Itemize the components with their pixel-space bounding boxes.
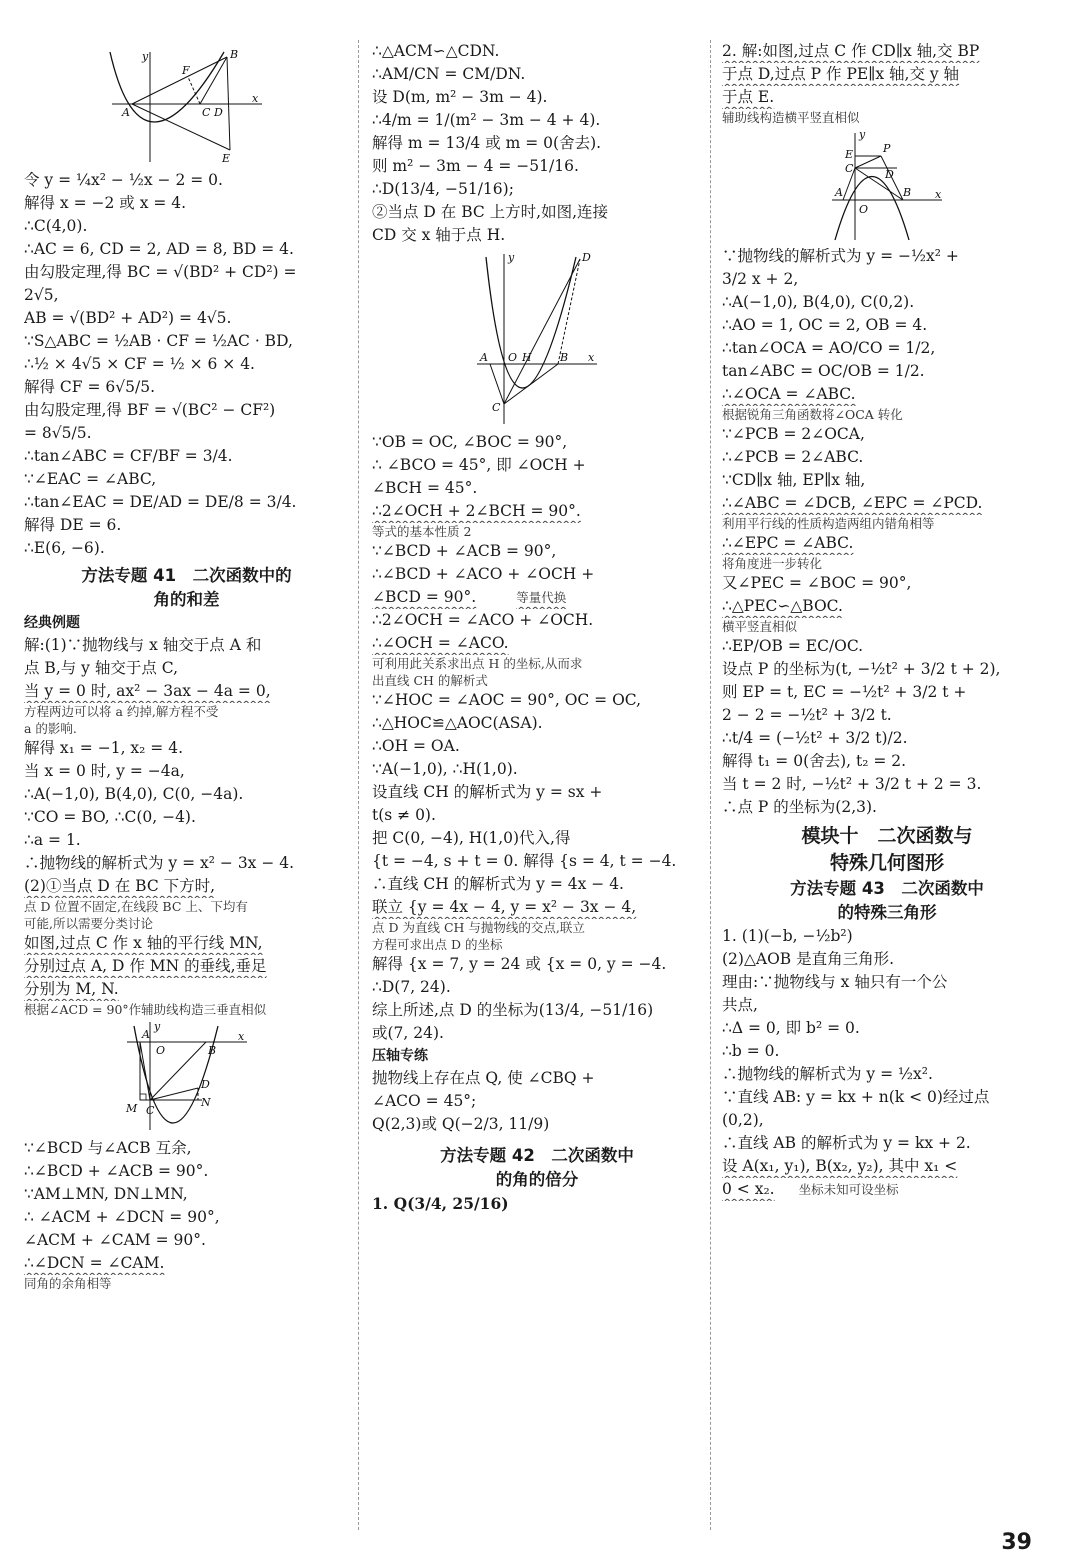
text-line: 则 EP = t, EC = −½t² + 3/2 t + xyxy=(722,683,967,701)
text-line: 共点, xyxy=(722,996,758,1014)
annotation-note: 根据∠ACD = 90°作辅助线构造三垂直相似 xyxy=(24,1002,267,1017)
text-line: ∴抛物线的解析式为 y = ½x². xyxy=(722,1065,933,1083)
text-line: ∴∠ABC = ∠DCB, ∠EPC = ∠PCD. xyxy=(722,494,983,512)
fig4-label: x xyxy=(935,188,942,201)
column-divider-1 xyxy=(358,40,359,1530)
annotation-note: a 的影响. xyxy=(24,721,77,736)
fig2-label: N xyxy=(200,1096,211,1109)
text-line: AB = √(BD² + AD²) = 4√5. xyxy=(24,309,232,327)
text-span: ∠BCD = 90°. xyxy=(372,588,477,606)
section-heading-43 xyxy=(722,877,1052,925)
figure-three-perpendicular xyxy=(122,1020,252,1135)
fig1-label: D xyxy=(213,106,223,119)
text-line: ∴AC = 6, CD = 2, AD = 8, BD = 4. xyxy=(24,240,294,258)
heading-line: 的特殊三角形 xyxy=(837,903,937,922)
text-line: 于点 E. xyxy=(722,88,775,106)
annotation-note: 根据锐角三角函数将∠OCA 转化 xyxy=(722,407,903,422)
text-line: 2√5, xyxy=(24,286,59,304)
text-line: 当 y = 0 时, ax² − 3ax − 4a = 0, xyxy=(24,682,271,700)
text-line: 解得 t₁ = 0(舍去), t₂ = 2. xyxy=(722,752,907,770)
text-line: 解:(1)∵抛物线与 x 轴交于点 A 和 xyxy=(24,636,262,654)
annotation-note: 横平竖直相似 xyxy=(722,619,798,634)
fig1-label: C xyxy=(201,106,210,119)
fig3-label: y xyxy=(508,251,515,264)
text-line: 解得 x₁ = −1, x₂ = 4. xyxy=(24,739,184,757)
heading-line: 方法专题 42 二次函数中 xyxy=(440,1146,634,1165)
fig4-label: C xyxy=(845,162,854,175)
fig2-label: y xyxy=(153,1020,160,1033)
text-line: t(s ≠ 0). xyxy=(372,806,436,824)
text-line: ∵∠BCD 与∠ACB 互余, xyxy=(24,1139,192,1157)
text-line: 把 C(0, −4), H(1,0)代入,得 xyxy=(372,829,571,847)
fig1-label: A xyxy=(121,106,130,119)
text-line: 抛物线上存在点 Q, 使 ∠CBQ + xyxy=(372,1069,595,1087)
fig4-label: D xyxy=(885,168,894,181)
fig2-label: M xyxy=(125,1102,137,1115)
annotation-note: 可利用此关系求出点 H 的坐标,从而求 xyxy=(372,656,583,671)
text-line: ∴D(7, 24). xyxy=(372,978,451,996)
text-line: 设 D(m, m² − 3m − 4). xyxy=(372,88,548,106)
annotation-note: 方程两边可以将 a 约掉,解方程不受 xyxy=(24,704,219,719)
fig4-label: y xyxy=(859,128,866,141)
fig3-label: O xyxy=(508,351,518,364)
fig3-label: x xyxy=(588,351,595,364)
module-heading xyxy=(722,823,1052,877)
text-line: ∴点 P 的坐标为(2,3). xyxy=(722,798,877,816)
text-line: ∴OH = OA. xyxy=(372,737,460,755)
text-line: tan∠ABC = OC/OB = 1/2. xyxy=(722,362,925,380)
text-line: 2. 解:如图,过点 C 作 CD∥x 轴,交 BP xyxy=(722,42,980,60)
figure-parabola-pe-cd xyxy=(827,128,947,243)
fig1-label: x xyxy=(251,92,258,105)
text-line: ∴AM/CN = CM/DN. xyxy=(372,65,526,83)
text-line: ∵OB = OC, ∠BOC = 90°, xyxy=(372,433,568,451)
text-line: ∴∠PCB = 2∠ABC. xyxy=(722,448,864,466)
text-line: ∴直线 CH 的解析式为 y = 4x − 4. xyxy=(372,875,624,893)
text-line: ∴ ∠BCO = 45°, 即 ∠OCH + xyxy=(372,456,586,474)
text-line: 分别过点 A, D 作 MN 的垂线,垂足 xyxy=(24,957,267,975)
text-line: 如图,过点 C 作 x 轴的平行线 MN, xyxy=(24,934,263,952)
text-line: Q(2,3)或 Q(−2/3, 11/9) xyxy=(372,1115,550,1133)
text-line: ∴△HOC≌△AOC(ASA). xyxy=(372,714,543,732)
text-line: ∴∠BCD + ∠ACO + ∠OCH + xyxy=(372,565,595,583)
text-line xyxy=(372,586,702,609)
text-line: 设点 P 的坐标为(t, −½t² + 3/2 t + 2), xyxy=(722,660,1001,678)
annotation-note: 点 D 为直线 CH 与抛物线的交点,联立 xyxy=(372,920,585,935)
text-line: ∴直线 AB 的解析式为 y = kx + 2. xyxy=(722,1134,971,1152)
fig1-label: y xyxy=(141,50,148,63)
figure-parabola-line-ch xyxy=(472,249,602,429)
text-line: ∴△PEC∽△BOC. xyxy=(722,597,843,615)
text-line: ∠ACO = 45°; xyxy=(372,1092,477,1110)
text-line: 理由:∵抛物线与 x 轴只有一个公 xyxy=(722,973,948,991)
text-line: ∴2∠OCH = ∠ACO + ∠OCH. xyxy=(372,611,594,629)
fig3-label: C xyxy=(492,401,501,414)
section-heading-42 xyxy=(372,1144,702,1192)
text-line: (2)△AOB 是直角三角形. xyxy=(722,950,895,968)
example-label: 经典例题 xyxy=(24,615,80,631)
text-line: ∵抛物线的解析式为 y = −½x² + xyxy=(722,247,959,265)
text-line: 则 m² − 3m − 4 = −51/16. xyxy=(372,157,579,175)
text-line: {t = −4, s + t = 0. 解得 {s = 4, t = −4. xyxy=(372,852,677,870)
fig3-label: B xyxy=(560,351,569,364)
heading-line: 角的和差 xyxy=(153,590,220,609)
fig1-label: F xyxy=(181,64,190,77)
text-line: ∴Δ = 0, 即 b² = 0. xyxy=(722,1019,860,1037)
annotation-note: 辅助线构造横平竖直相似 xyxy=(722,110,860,125)
text-line: 当 t = 2 时, −½t² + 3/2 t + 2 = 3. xyxy=(722,775,982,793)
answer-q1: 1. Q(3/4, 25/16) xyxy=(372,1194,509,1213)
text-line: ∴4/m = 1/(m² − 3m − 4 + 4). xyxy=(372,111,601,129)
column-2 xyxy=(372,40,702,1215)
fig3-label: H xyxy=(522,351,532,364)
text-line: 2 − 2 = −½t² + 3/2 t. xyxy=(722,706,892,724)
page-number: 39 xyxy=(1001,1530,1032,1555)
annotation-note: 利用平行线的性质构造两组内错角相等 xyxy=(722,516,935,531)
text-line: ∴C(4,0). xyxy=(24,217,88,235)
text-line: ∴A(−1,0), B(4,0), C(0,2). xyxy=(722,293,915,311)
text-line: ∴t/4 = (−½t² + 3/2 t)/2. xyxy=(722,729,908,747)
text-line: 令 y = ¼x² − ½x − 2 = 0. xyxy=(24,171,223,189)
text-line: 3/2 x + 2, xyxy=(722,270,799,288)
text-line: ∵∠PCB = 2∠OCA, xyxy=(722,425,865,443)
text-line: 设 A(x₁, y₁), B(x₂, y₂), 其中 x₁ < xyxy=(722,1157,958,1175)
text-line: ∴tan∠ABC = CF/BF = 3/4. xyxy=(24,447,233,465)
text-line: (2)①当点 D 在 BC 下方时, xyxy=(24,877,216,895)
text-line: ∴A(−1,0), B(4,0), C(0, −4a). xyxy=(24,785,244,803)
text-line: 由勾股定理,得 BC = √(BD² + CD²) = xyxy=(24,263,297,281)
annotation-note: 可能,所以需要分类讨论 xyxy=(24,916,153,931)
figure-parabola-triangle xyxy=(102,42,272,167)
text-line: ∴EP/OB = EC/OC. xyxy=(722,637,864,655)
text-line: ∵∠HOC = ∠AOC = 90°, OC = OC, xyxy=(372,691,642,709)
text-line: 或(7, 24). xyxy=(372,1024,444,1042)
text-line xyxy=(722,1178,1052,1201)
text-line: 解得 m = 13/4 或 m = 0(舍去). xyxy=(372,134,602,152)
text-line: ∴a = 1. xyxy=(24,831,81,849)
text-line: 解得 x = −2 或 x = 4. xyxy=(24,194,187,212)
annotation-note: 点 D 位置不固定,在线段 BC 上、下均有 xyxy=(24,899,248,914)
text-line: 解得 DE = 6. xyxy=(24,516,122,534)
annotation-note: 等量代换 xyxy=(516,590,567,605)
text-line: ∵∠BCD + ∠ACB = 90°, xyxy=(372,542,557,560)
annotation-note: 将角度进一步转化 xyxy=(722,556,823,571)
text-line: ∵S△ABC = ½AB · CF = ½AC · BD, xyxy=(24,332,293,350)
section-heading-41 xyxy=(24,564,349,612)
text-line: ∴D(13/4, −51/16); xyxy=(372,180,514,198)
text-span: 0 < x₂. xyxy=(722,1180,775,1198)
text-line: ∴E(6, −6). xyxy=(24,539,105,557)
annotation-note: 出直线 CH 的解析式 xyxy=(372,673,488,688)
column-1 xyxy=(24,40,349,1292)
text-line: ∴tan∠OCA = AO/CO = 1/2, xyxy=(722,339,936,357)
text-line: ∠ACM + ∠CAM = 90°. xyxy=(24,1231,206,1249)
text-line: ∵A(−1,0), ∴H(1,0). xyxy=(372,760,518,778)
heading-line: 特殊几何图形 xyxy=(829,852,944,874)
text-line: ∴tan∠EAC = DE/AD = DE/8 = 3/4. xyxy=(24,493,297,511)
annotation-note: 同角的余角相等 xyxy=(24,1276,112,1291)
text-line: ∴∠BCD + ∠ACB = 90°. xyxy=(24,1162,209,1180)
fig2-label: O xyxy=(155,1044,165,1057)
text-line: ∴△ACM∽△CDN. xyxy=(372,42,500,60)
text-line: 综上所述,点 D 的坐标为(13/4, −51/16) xyxy=(372,1001,654,1019)
text-line: ∠BCH = 45°. xyxy=(372,479,478,497)
heading-line: 模块十 二次函数与 xyxy=(801,825,973,847)
text-line: 当 x = 0 时, y = −4a, xyxy=(24,762,185,780)
fig2-label: D xyxy=(200,1078,210,1091)
text-line: (0,2), xyxy=(722,1111,764,1129)
text-line: ∵CD∥x 轴, EP∥x 轴, xyxy=(722,471,866,489)
text-line: 解得 CF = 6√5/5. xyxy=(24,378,155,396)
column-3 xyxy=(722,40,1052,1201)
text-line: ∵∠EAC = ∠ABC, xyxy=(24,470,157,488)
fig4-label: B xyxy=(903,186,912,199)
fig1-label: E xyxy=(221,152,230,165)
text-line: 解得 {x = 7, y = 24 或 {x = 0, y = −4. xyxy=(372,955,667,973)
text-line: ∵AM⊥MN, DN⊥MN, xyxy=(24,1185,188,1203)
fig4-label: P xyxy=(883,142,891,155)
text-line: ∴∠OCA = ∠ABC. xyxy=(722,385,856,403)
text-line: 分别为 M, N. xyxy=(24,980,119,998)
fig1-label: B xyxy=(229,48,238,61)
text-line: 又∠PEC = ∠BOC = 90°, xyxy=(722,574,912,592)
text-line: ∴2∠OCH + 2∠BCH = 90°. xyxy=(372,502,581,520)
text-line: 1. (1)(−b, −½b²) xyxy=(722,927,853,945)
text-line: CD 交 x 轴于点 H. xyxy=(372,226,506,244)
text-line: ∴ ∠ACM + ∠DCN = 90°, xyxy=(24,1208,220,1226)
text-line: 于点 D,过点 P 作 PE∥x 轴,交 y 轴 xyxy=(722,65,960,83)
fig3-label: A xyxy=(480,351,488,364)
text-line: ∴AO = 1, OC = 2, OB = 4. xyxy=(722,316,928,334)
text-line: ∵直线 AB: y = kx + n(k < 0)经过点 xyxy=(722,1088,990,1106)
fig4-label: O xyxy=(859,203,869,216)
fig2-label: A xyxy=(141,1028,150,1041)
fig2-label: x xyxy=(237,1030,244,1043)
heading-line: 方法专题 43 二次函数中 xyxy=(790,879,984,898)
text-line: ∴b = 0. xyxy=(722,1042,780,1060)
heading-line: 的角的倍分 xyxy=(495,1170,579,1189)
text-line: ∴∠DCN = ∠CAM. xyxy=(24,1254,165,1272)
text-line: ②当点 D 在 BC 上方时,如图,连接 xyxy=(372,203,609,221)
fig3-label: D xyxy=(582,251,591,264)
annotation-note: 坐标未知可设坐标 xyxy=(798,1182,899,1197)
annotation-note: 方程可求出点 D 的坐标 xyxy=(372,937,503,952)
text-line: 联立 {y = 4x − 4, y = x² − 3x − 4, xyxy=(372,898,637,916)
text-line: ∴∠EPC = ∠ABC. xyxy=(722,534,854,552)
column-divider-2 xyxy=(710,40,711,1530)
text-line: 设直线 CH 的解析式为 y = sx + xyxy=(372,783,603,801)
text-line: 由勾股定理,得 BF = √(BC² − CF²) xyxy=(24,401,276,419)
text-line: = 8√5/5. xyxy=(24,424,92,442)
text-line: 点 B,与 y 轴交于点 C, xyxy=(24,659,179,677)
fig4-label: A xyxy=(835,186,843,199)
fig2-label: C xyxy=(145,1104,154,1117)
text-line: ∵CO = BO, ∴C(0, −4). xyxy=(24,808,196,826)
text-line: ∴∠OCH = ∠ACO. xyxy=(372,634,509,652)
annotation-note: 等式的基本性质 2 xyxy=(372,524,472,539)
text-line: ∴½ × 4√5 × CF = ½ × 6 × 4. xyxy=(24,355,255,373)
fig2-label: B xyxy=(207,1044,216,1057)
press-exercise-label: 压轴专练 xyxy=(372,1048,428,1064)
text-line: ∴抛物线的解析式为 y = x² − 3x − 4. xyxy=(24,854,295,872)
heading-line: 方法专题 41 二次函数中的 xyxy=(81,566,292,585)
fig4-label: E xyxy=(845,148,854,161)
